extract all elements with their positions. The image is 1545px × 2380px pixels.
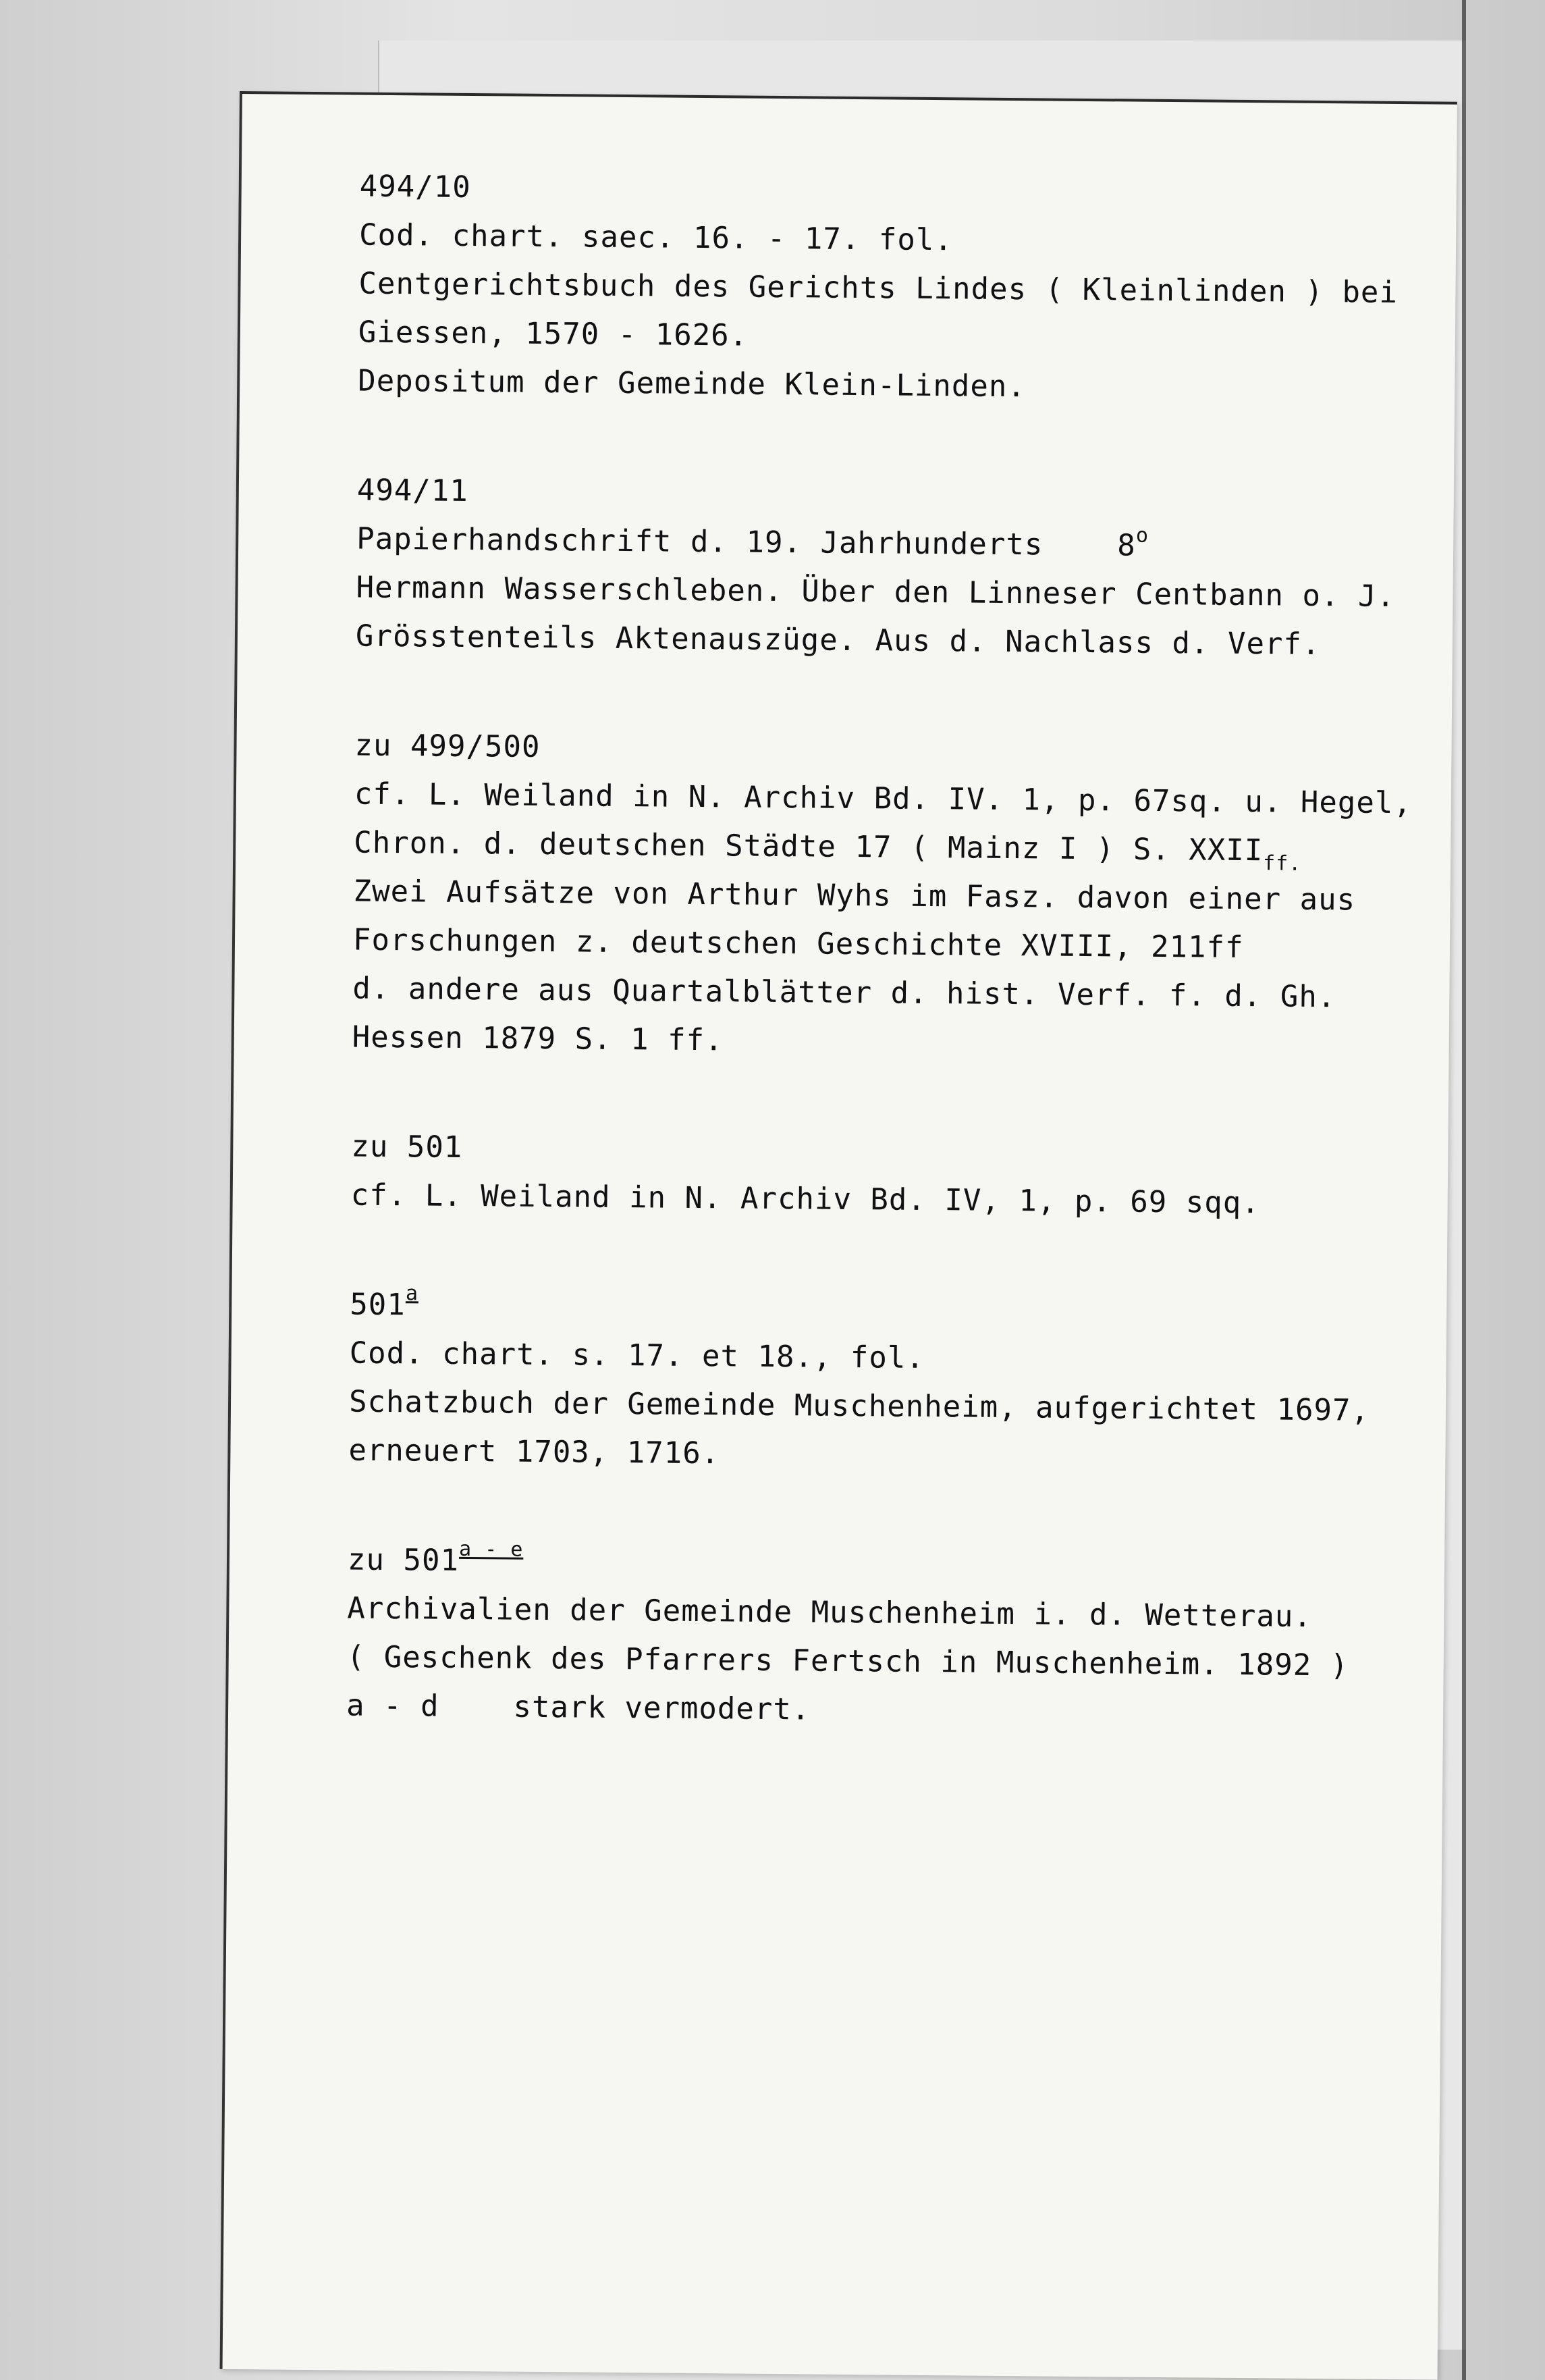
entry-line: Giessen, 1570 - 1626.: [358, 315, 749, 353]
entry-line: Depositum der Gemeinde Klein-Linden.: [358, 363, 1027, 404]
entry-line: cf. L. Weiland in N. Archiv Bd. IV, 1, p. 69 sqq.: [350, 1178, 1260, 1221]
entry-line: Grösstenteils Aktenauszüge. Aus d. Nachlass d. Verf.: [355, 618, 1321, 662]
entry-501a: [348, 1280, 1430, 1484]
entry-line: erneuert 1703, 1716.: [348, 1433, 720, 1471]
entry-494-10: [358, 163, 1440, 415]
entry-zu-501: [350, 1123, 1431, 1229]
entry-heading: zu 501: [351, 1129, 463, 1165]
subscript-ff: ff.: [1262, 851, 1302, 876]
entry-line: Forschungen z. deutschen Geschichte XVIII, 211ff: [352, 922, 1244, 966]
card-body: [346, 163, 1440, 1801]
entry-line: Hermann Wasserschleben. Über den Linneser Centbann o. J.: [356, 570, 1396, 614]
entry-line-text: Papierhandschrift d. 19. Jahrhunderts 8: [356, 521, 1136, 563]
entry-heading: zu 499/500: [354, 728, 541, 764]
entry-heading: 494/10: [359, 169, 471, 205]
entry-line: Cod. chart. s. 17. et 18., fol.: [349, 1336, 925, 1375]
entry-heading: [348, 1535, 1428, 1593]
heading-superscript: a: [405, 1281, 419, 1306]
sheet-edge: [1462, 0, 1466, 2380]
entry-zu-501a-e: [346, 1535, 1428, 1739]
heading-superscript: a - e: [458, 1537, 524, 1562]
entry-line: Zwei Aufsätze von Arthur Wyhs im Fasz. davon einer aus: [353, 874, 1356, 918]
catalog-card: [220, 91, 1457, 2380]
entry-line: Hessen 1879 S. 1 ff.: [352, 1020, 724, 1058]
entry-line: [356, 515, 1437, 573]
entry-heading: 494/11: [356, 473, 469, 508]
entry-line: a - d stark vermodert.: [346, 1688, 811, 1727]
entry-heading-text: zu 501: [347, 1542, 460, 1578]
entry-line: [354, 819, 1434, 877]
entry-494-11: [356, 467, 1437, 670]
entry-line: d. andere aus Quartalblätter d. hist. Verf. f. d. Gh.: [352, 971, 1336, 1015]
entry-line: Centgerichtsbuch des Gerichts Lindes ( Kleinlinden ) bei: [358, 266, 1399, 310]
octavo-degree-mark: o: [1135, 523, 1149, 548]
entry-line: ( Geschenk des Pfarrers Fertsch in Muschenheim. 1892 ): [346, 1639, 1349, 1683]
entry-zu-499-500: [352, 722, 1434, 1072]
entry-line: Archivalien der Gemeinde Muschenheim i. d. Wetterau.: [347, 1591, 1313, 1634]
entry-line: Schatzbuch der Gemeinde Muschenheim, aufgerichtet 1697,: [348, 1384, 1370, 1428]
entry-heading-text: 501: [350, 1287, 406, 1323]
entry-heading: [350, 1280, 1430, 1338]
entry-line-text: Chron. d. deutschen Städte 17 ( Mainz I ) S. XXII: [354, 825, 1264, 868]
entry-line: Cod. chart. saec. 16. - 17. fol.: [358, 217, 954, 258]
entry-line: cf. L. Weiland in N. Archiv Bd. IV. 1, p. 67sq. u. Hegel,: [354, 776, 1413, 821]
